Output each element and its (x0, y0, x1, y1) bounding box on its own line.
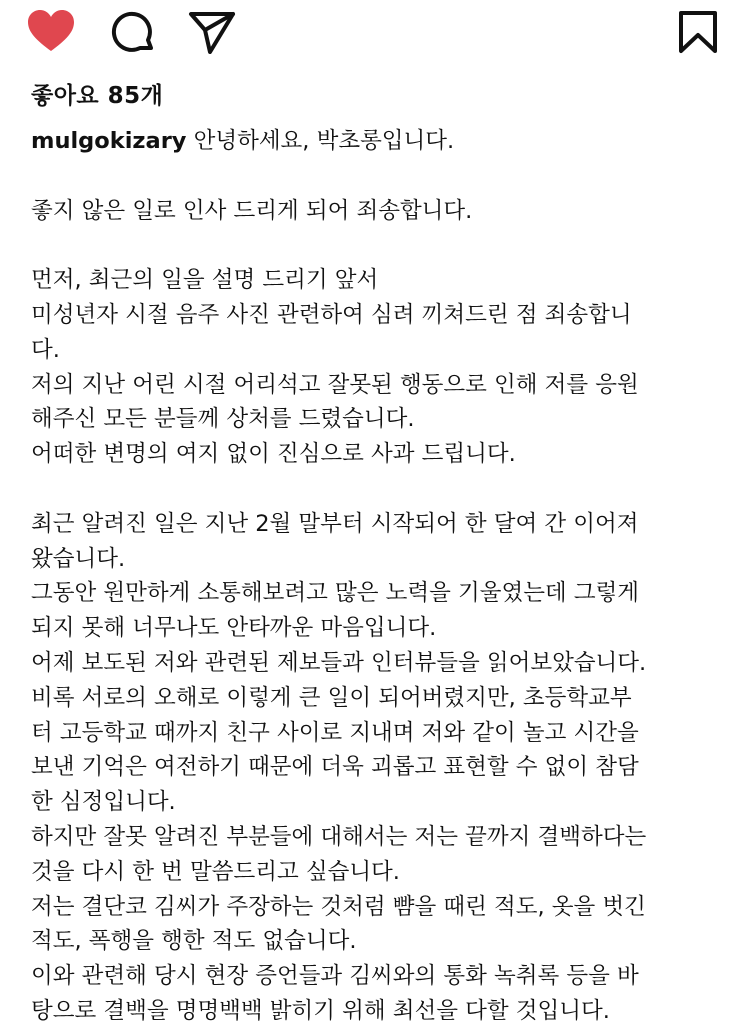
username-link[interactable]: mulgokizary (31, 128, 187, 154)
caption-text: 안녕하세요, 박초롱입니다. 좋지 않은 일로 인사 드리게 되어 죄송합니다. 먼저, 최근의 일을 설명 드리기 앞서 미성년자 시절 음주 사진 관련하여 심려 끼쳐드린 점 죄송합니 다. 저의 지난 어린 시절 어리석고 잘못된 행동으로 인해 저를 응원 해주신 모든 분들께 상처를 드렸습니다. 어떠한 변명의 여지 없이 진심으로 사과 드립니다. 최근 알려진 일은 지난 2월 말부터 시작되어 한 달여 간 이어져 왔습니다. 그동안 원만하게 소통해보려고 많은 노력을 기울였는데 그렇게 되지 못해 너무나도 안타까운 마음입니다. 어제 보도된 저와 관련된 제보들과 인터뷰들을 읽어보았습니다. 비록 서로의 오해로 이렇게 큰 일이 되어버렸지만, 초등학교부 터 고등학교 때까지 친구 사이로 지내며 저와 같이 놀고 시간을 보낸 기억은 여전하기 때문에 더욱 괴롭고 표현할 수 없이 참담 한 심정입니다. 하지만 잘못 알려진 부분들에 대해서는 저는 끝까지 결백하다는 것을 다시 한 번 말씀드리고 싶습니다. 저는 결단코 김씨가 주장하는 것처럼 뺨을 때린 적도, 옷을 벗긴 적도, 폭행을 행한 적도 없습니다. 이와 관련해 당시 현장 증언들과 김씨와의 통화 녹취록 등을 바 탕으로 결백을 명명백백 밝히기 위해 최선을 다할 것입니다. (31, 128, 647, 1024)
post-action-bar (0, 0, 750, 66)
bookmark-icon[interactable] (678, 10, 718, 54)
heart-shape (28, 10, 74, 51)
likes-count[interactable]: 좋아요 85개 (31, 83, 164, 109)
paper-plane-icon[interactable] (188, 10, 236, 54)
heart-filled-icon[interactable] (26, 8, 76, 54)
post-caption (31, 124, 731, 1029)
comment-bubble-icon[interactable] (110, 10, 156, 56)
